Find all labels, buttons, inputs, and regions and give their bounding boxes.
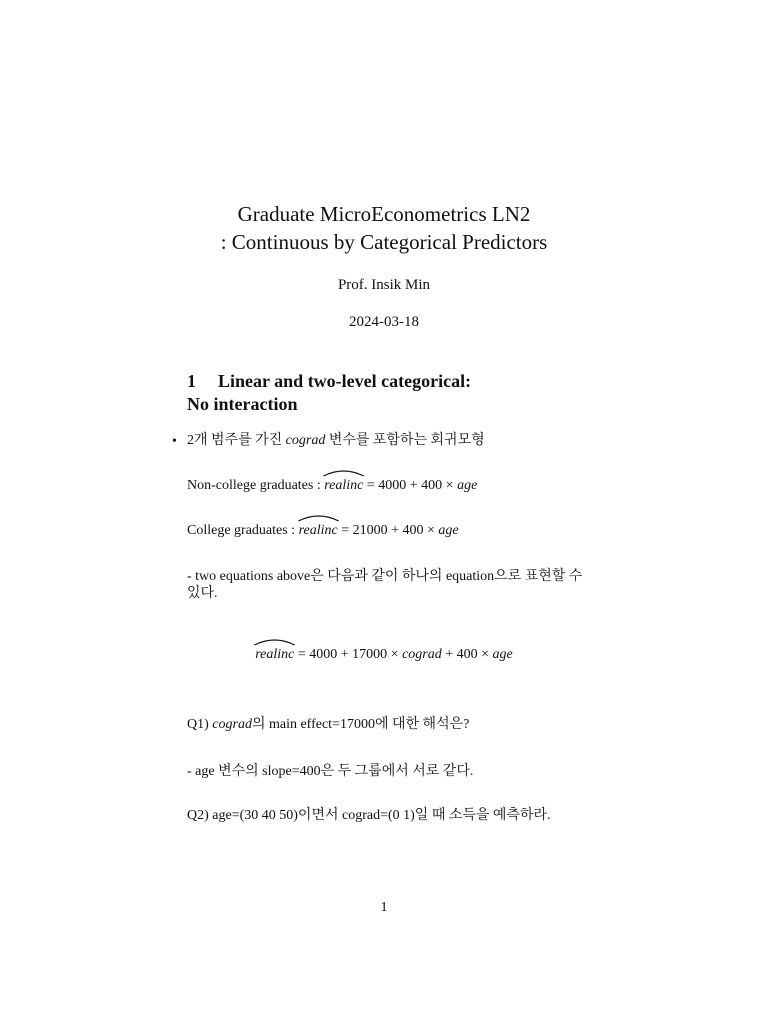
- date: 2024-03-18: [349, 314, 419, 330]
- note-slope: - age 변수의 slope=400은 두 그룹에서 서로 같다.: [187, 764, 474, 779]
- section-title-line-1: Linear and two-level categorical:: [218, 371, 472, 391]
- wide-hat-icon: [254, 638, 295, 646]
- paper-title-line-1: Graduate MicroEconometrics LN2: [237, 202, 531, 226]
- bullet-text-before: 2개 범주를 가진: [187, 433, 286, 448]
- author: Prof. Insik Min: [337, 277, 431, 293]
- equation-variable-cograd: cograd: [402, 647, 442, 662]
- note-line-2: 있다.: [187, 586, 218, 601]
- section-title-line-2: No interaction: [187, 394, 298, 414]
- equation-rhs: = 21000 + 400 ×: [337, 523, 439, 538]
- equation-label: College graduates :: [187, 523, 299, 538]
- equation-rhs: = 4000 + 400 ×: [363, 478, 458, 493]
- question-2: Q2) age=(30 40 50)이면서 cograd=(0 1)일 때 소득을 예측하라.: [187, 808, 551, 823]
- question-1-prefix: Q1): [187, 717, 213, 732]
- bullet-icon: •: [172, 434, 177, 449]
- question-1-suffix: 의 main effect=17000에 대한 해석은?: [251, 717, 470, 732]
- question-1: [187, 715, 469, 735]
- equation-lhs: [299, 521, 338, 541]
- note-line-1: - two equations above은 다음과 같이 하나의 equation으로 표현할 수: [187, 569, 583, 584]
- bullet-text-after: 변수를 포함하는 회귀모형: [325, 433, 485, 448]
- bullet-item: [187, 431, 485, 451]
- equation-lhs-text: realinc: [298, 523, 338, 538]
- equation-variable: age: [438, 523, 459, 538]
- equation-lhs: [324, 476, 363, 496]
- equation-variable-age: age: [492, 647, 513, 662]
- wide-hat-icon: [298, 514, 339, 522]
- page-number: 1: [380, 900, 388, 915]
- equation-lhs-text: realinc: [324, 478, 364, 493]
- bullet-variable: cograd: [285, 433, 326, 448]
- equation-part-1: = 4000 + 17000 ×: [294, 647, 403, 662]
- equation-lhs: [255, 645, 294, 665]
- wide-hat-icon: [323, 469, 364, 477]
- equation-label: Non-college graduates :: [187, 478, 325, 493]
- equation-variable: age: [457, 478, 478, 493]
- equation-college: [187, 521, 459, 541]
- equation-part-2: + 400 ×: [441, 647, 493, 662]
- section-number: 1: [187, 371, 196, 391]
- equation-noncollege: [187, 476, 477, 496]
- paper-title-line-2: : Continuous by Categorical Predictors: [220, 230, 548, 254]
- equation-lhs-text: realinc: [255, 647, 295, 662]
- question-1-variable: cograd: [212, 717, 252, 732]
- section-heading: [187, 370, 471, 416]
- display-equation: [0, 645, 768, 665]
